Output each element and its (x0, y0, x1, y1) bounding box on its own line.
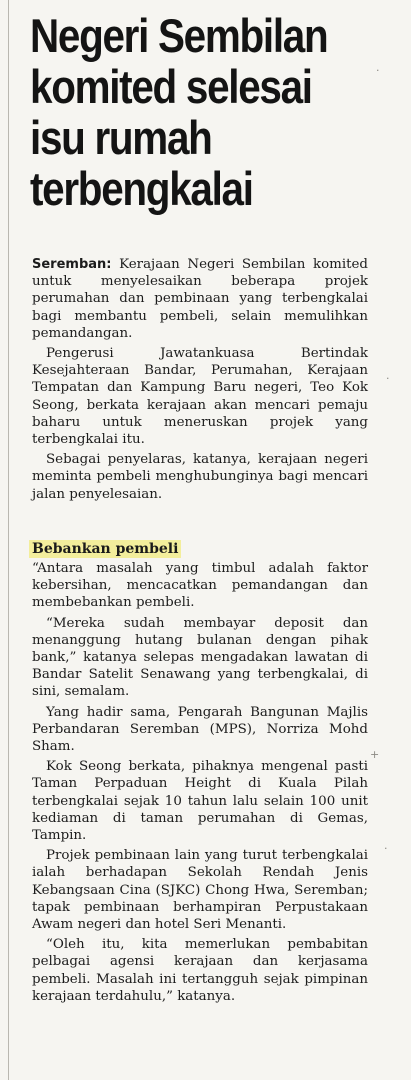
article-body-part-2 (32, 540, 368, 1008)
headline-line-4: terbengkalai (30, 162, 253, 215)
plus-mark-icon: + (370, 748, 380, 761)
article-body-part-1 (32, 256, 368, 506)
headline (30, 10, 340, 214)
headline-line-3: isu rumah (30, 111, 212, 164)
headline-line-2: komited selesai (30, 60, 312, 113)
subheading: Bebankan pembeli (29, 540, 181, 558)
paragraph-3: Sebagai penyelaras, katanya, kerajaan negeri meminta pembeli menghubunginya bagi mencari jalan penyelesaian. (32, 452, 368, 502)
paragraph-8: Projek pembinaan lain yang turut terbengkalai ialah berhadapan Sekolah Rendah Jenis Kebangsaan Cina (SJKC) Chong Hwa, Seremban; tapak pembinaan berhampiran Perpustakaan Awam negeri dan hotel Seri Menanti. (32, 848, 368, 933)
scan-speck-icon: · (376, 64, 380, 77)
paragraph-6: Yang hadir sama, Pengarah Bangunan Majlis Perbandaran Seremban (MPS), Norriza Mohd Sham. (32, 704, 368, 755)
scan-speck-icon: · (386, 372, 390, 385)
paragraph-4: “Antara masalah yang timbul adalah faktor kebersihan, mencacatkan pemandangan dan membebankan pembeli. (32, 561, 368, 611)
scan-speck-icon: · (384, 842, 388, 855)
headline-line-1: Negeri Sembilan (30, 9, 328, 62)
intro-paragraph (32, 256, 368, 342)
paragraph-7: Kok Seong berkata, pihaknya mengenal pasti Taman Perpaduan Height di Kuala Pilah terbengkalai sejak 10 tahun lalu selain 100 unit kediaman di taman perumahan di Gemas, Tampin. (32, 759, 368, 844)
paragraph-5: “Mereka sudah membayar deposit dan menanggung hutang bulanan dengan pihak bank,” katanya selepas mengadakan lawatan di Bandar Satelit Senawang yang terbengkalai, di sini, semalam. (32, 615, 368, 700)
paragraph-9: “Oleh itu, kita memerlukan pembabitan pelbagai agensi kerajaan dan kerjasama pembeli. Masalah ini tertangguh sejak pimpinan kerajaan terdahulu,” katanya. (32, 937, 368, 1004)
paragraph-2: Pengerusi Jawatankuasa Bertindak Kesejahteraan Bandar, Perumahan, Kerajaan Tempatan dan Kampung Baru negeri, Teo Kok Seong, berkata kerajaan akan mencari pemaju baharu untuk meneruskan projek yang terbengkalai itu. (32, 346, 368, 448)
column-rule (8, 0, 9, 1080)
dateline: Seremban: (32, 257, 112, 272)
intro-text: Kerajaan Negeri Sembilan komited untuk menyelesaikan beberapa projek perumahan dan pembinaan yang terbengkalai bagi membantu pembeli, selain memulihkan pemandangan. (32, 257, 368, 341)
